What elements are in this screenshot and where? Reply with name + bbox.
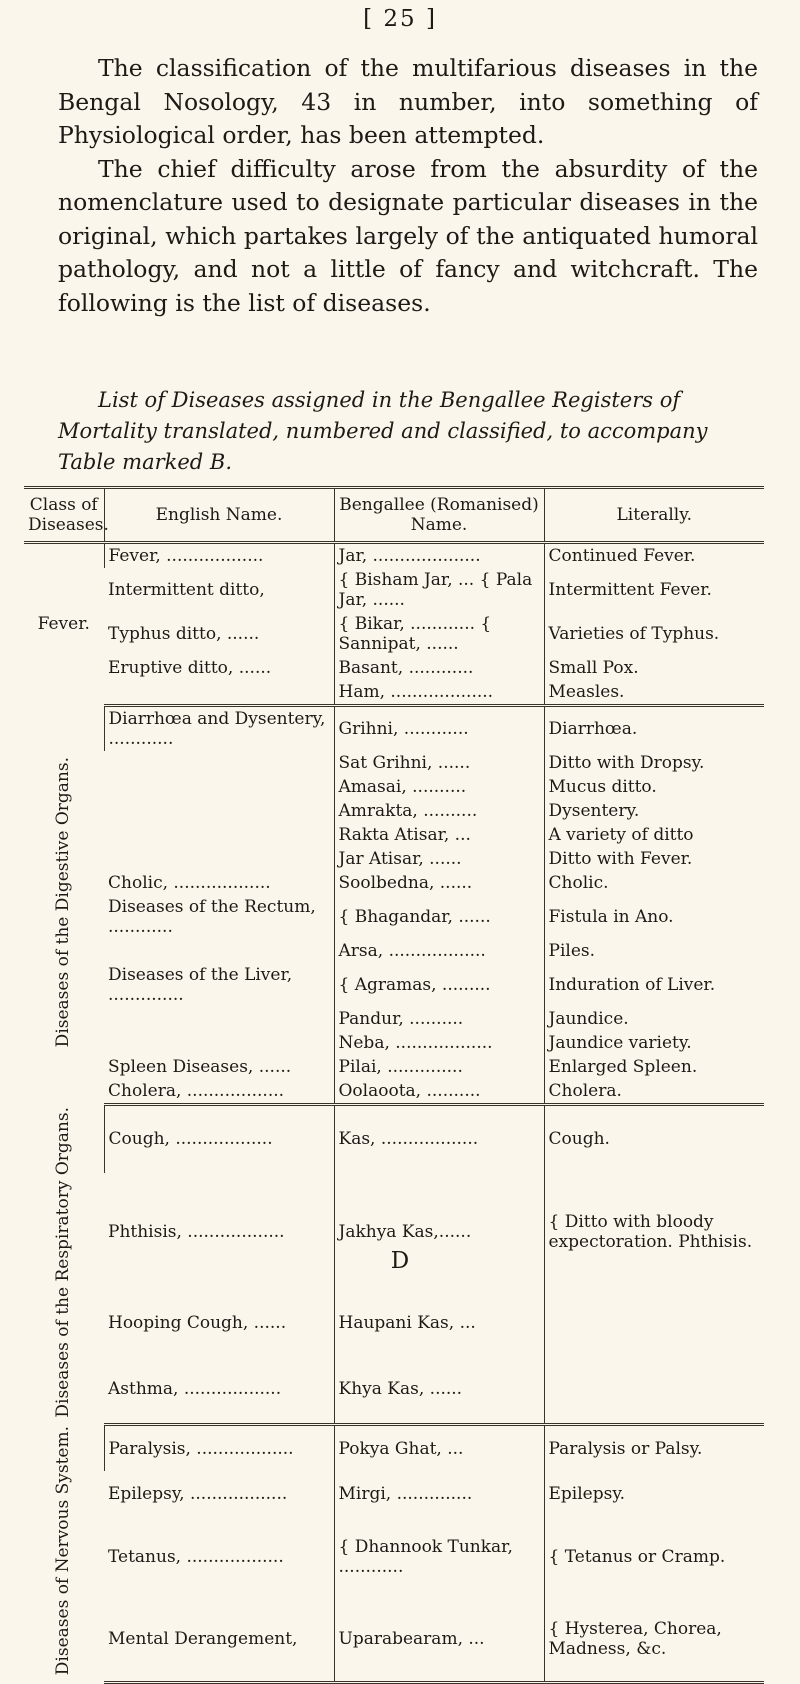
literally-cell: Cough.	[544, 1105, 764, 1173]
table-row	[24, 680, 764, 706]
literally-cell: { Tetanus or Cramp.	[544, 1516, 764, 1598]
table-row	[24, 963, 764, 1007]
literally-cell: Continued Fever.	[544, 543, 764, 569]
literally-cell: Jaundice variety.	[544, 1031, 764, 1055]
table-row	[24, 1007, 764, 1031]
table-row	[24, 1079, 764, 1105]
table-header-row	[24, 489, 764, 543]
english-cell: Tetanus, ..................	[108, 1546, 284, 1567]
english-cell: Cholera, ..................	[104, 1079, 334, 1105]
english-cell	[104, 775, 334, 799]
header-literally: Literally.	[544, 489, 764, 543]
table-row	[24, 775, 764, 799]
literally-cell: Ditto with Fever.	[544, 847, 764, 871]
table-row	[24, 1105, 764, 1173]
bengallee-cell: Jar Atisar, ......	[334, 847, 544, 871]
english-cell	[104, 847, 334, 871]
table-row	[24, 1291, 764, 1355]
english-cell: Intermittent ditto,	[108, 580, 265, 600]
english-cell: Phthisis, ..................	[108, 1222, 285, 1243]
literally-cell: Fistula in Ano.	[544, 895, 764, 939]
intro-paragraph-1: The classification of the multifarious diseases in the Bengal Nosology, 43 in number, into something of Physiological order, has been attempted.	[58, 54, 758, 149]
bengallee-cell: Sat Grihni, ......	[334, 751, 544, 775]
table-row	[24, 1424, 764, 1471]
english-cell: Typhus ditto, ......	[108, 624, 260, 644]
english-cell: Eruptive ditto, ......	[108, 658, 272, 678]
bengallee-cell: Amasai, ..........	[334, 775, 544, 799]
literally-cell: Dysentery.	[544, 799, 764, 823]
table-row	[24, 939, 764, 963]
english-cell: Epilepsy, ..................	[108, 1483, 288, 1504]
english-cell	[104, 799, 334, 823]
english-cell: Asthma, ..................	[104, 1356, 334, 1425]
literally-cell: Cholic.	[544, 871, 764, 895]
table-row	[24, 871, 764, 895]
header-bengallee: Bengallee (Romanised) Name.	[334, 489, 544, 543]
table-row	[24, 799, 764, 823]
literally-cell: Ditto with Dropsy.	[544, 751, 764, 775]
table-row	[24, 543, 764, 569]
header-english: English Name.	[104, 489, 334, 543]
literally-cell: Intermittent Fever.	[544, 568, 764, 612]
table-row	[24, 1516, 764, 1598]
table-row	[24, 1598, 764, 1683]
table-row	[24, 823, 764, 847]
table-row	[24, 568, 764, 612]
bengallee-cell: Uparabearam, ...	[334, 1598, 544, 1683]
literally-cell: Diarrhœa.	[544, 706, 764, 752]
table-row	[24, 1471, 764, 1516]
table-row	[24, 1031, 764, 1055]
table-row	[24, 656, 764, 680]
table-row	[24, 612, 764, 656]
bengallee-cell: Haupani Kas, ...	[334, 1291, 544, 1355]
bengallee-cell: Khya Kas, ......	[334, 1356, 544, 1425]
english-cell: Fever, ..................	[104, 543, 334, 569]
english-cell	[104, 939, 334, 963]
table-row	[24, 751, 764, 775]
literally-cell: Measles.	[544, 680, 764, 706]
intro-paragraph-2: The chief difficulty arose from the absurdity of the nomenclature used to designate particular diseases in the original, which partakes largely of the antiquated humoral pathology, and not a little of fancy and witchcraft. The following is the list of diseases.	[58, 154, 758, 317]
literally-cell	[544, 1356, 764, 1425]
table-row	[24, 895, 764, 939]
literally-cell: { Ditto with bloody expectoration. Phthisis.	[544, 1173, 764, 1291]
english-cell	[104, 680, 334, 706]
list-caption: List of Diseases assigned in the Bengallee Registers of Mortality translated, numbered and classified, to accompany Table marked B.	[58, 388, 708, 474]
signature-letter: D	[390, 1248, 410, 1274]
bengallee-cell: Basant, ............	[334, 656, 544, 680]
literally-cell: Mucus ditto.	[544, 775, 764, 799]
literally-cell: Cholera.	[544, 1079, 764, 1105]
english-cell: Spleen Diseases, ......	[108, 1057, 292, 1077]
bengallee-cell: Ham, ...................	[334, 680, 544, 706]
bengallee-cell: { Agramas, .........	[334, 963, 544, 1007]
bengallee-cell: Jakhya Kas,......	[334, 1173, 544, 1291]
english-cell: Paralysis, ..................	[104, 1424, 334, 1471]
table-row	[24, 847, 764, 871]
bengallee-cell: { Bisham Jar, ... { Pala Jar, ......	[334, 568, 544, 612]
bengallee-cell: Amrakta, ..........	[334, 799, 544, 823]
bengallee-cell: Pilai, ..............	[334, 1055, 544, 1079]
literally-cell: Jaundice.	[544, 1007, 764, 1031]
group-nervous-label: Diseases of Nervous System.	[53, 1426, 74, 1676]
english-cell: Diseases of the Liver, ..............	[108, 965, 293, 1005]
intro-text	[58, 52, 758, 320]
english-cell: Mental Derangement,	[104, 1598, 334, 1683]
page-number: [ 25 ]	[363, 6, 437, 32]
bengallee-cell: { Dhannook Tunkar, ............	[334, 1516, 544, 1598]
bengallee-cell: Oolaoota, ..........	[334, 1079, 544, 1105]
literally-cell: A variety of ditto	[544, 823, 764, 847]
table-row	[24, 1055, 764, 1079]
group-digestive-label: Diseases of the Digestive Organs.	[53, 757, 74, 1048]
literally-cell: { Hysterea, Chorea, Madness, &c.	[544, 1598, 764, 1683]
english-cell	[104, 751, 334, 775]
literally-cell: Induration of Liver.	[544, 963, 764, 1007]
header-class: Class of Diseases.	[28, 495, 109, 535]
diseases-table	[24, 486, 764, 1684]
group-digestive	[24, 706, 104, 1105]
literally-cell: Enlarged Spleen.	[544, 1055, 764, 1079]
group-respiratory-label: Diseases of the Respiratory Organs.	[53, 1106, 74, 1418]
english-cell: Cholic, ..................	[108, 873, 271, 893]
english-cell	[104, 1031, 334, 1055]
group-nervous	[24, 1424, 104, 1682]
bengallee-cell: Rakta Atisar, ...	[334, 823, 544, 847]
literally-cell: Small Pox.	[544, 656, 764, 680]
bengallee-cell: Arsa, ..................	[334, 939, 544, 963]
bengallee-cell: { Bhagandar, ......	[334, 895, 544, 939]
table-row	[24, 1356, 764, 1425]
literally-cell: Piles.	[544, 939, 764, 963]
bengallee-cell: Soolbedna, ......	[334, 871, 544, 895]
english-cell	[104, 823, 334, 847]
english-cell: Cough, ..................	[104, 1105, 334, 1173]
bengallee-cell: { Bikar, ............ { Sannipat, ......	[334, 612, 544, 656]
bengallee-cell: Neba, ..................	[334, 1031, 544, 1055]
english-cell: Hooping Cough, ......	[108, 1313, 287, 1334]
group-fever: Fever.	[37, 614, 90, 635]
english-cell: Diarrhœa and Dysentery, ............	[104, 706, 334, 752]
bengallee-cell: Kas, ..................	[334, 1105, 544, 1173]
english-cell: Diseases of the Rectum, ............	[108, 897, 316, 937]
literally-cell	[544, 1291, 764, 1355]
table-row	[24, 706, 764, 752]
literally-cell: Paralysis or Palsy.	[544, 1424, 764, 1471]
literally-cell: Epilepsy.	[544, 1471, 764, 1516]
bengallee-cell: Mirgi, ..............	[334, 1471, 544, 1516]
bengallee-cell: Pokya Ghat, ...	[334, 1424, 544, 1471]
literally-cell: Varieties of Typhus.	[544, 612, 764, 656]
bengallee-cell: Grihni, ............	[334, 706, 544, 752]
english-cell	[104, 1007, 334, 1031]
bengallee-cell: Jar, ....................	[334, 543, 544, 569]
bengallee-cell: Pandur, ..........	[334, 1007, 544, 1031]
